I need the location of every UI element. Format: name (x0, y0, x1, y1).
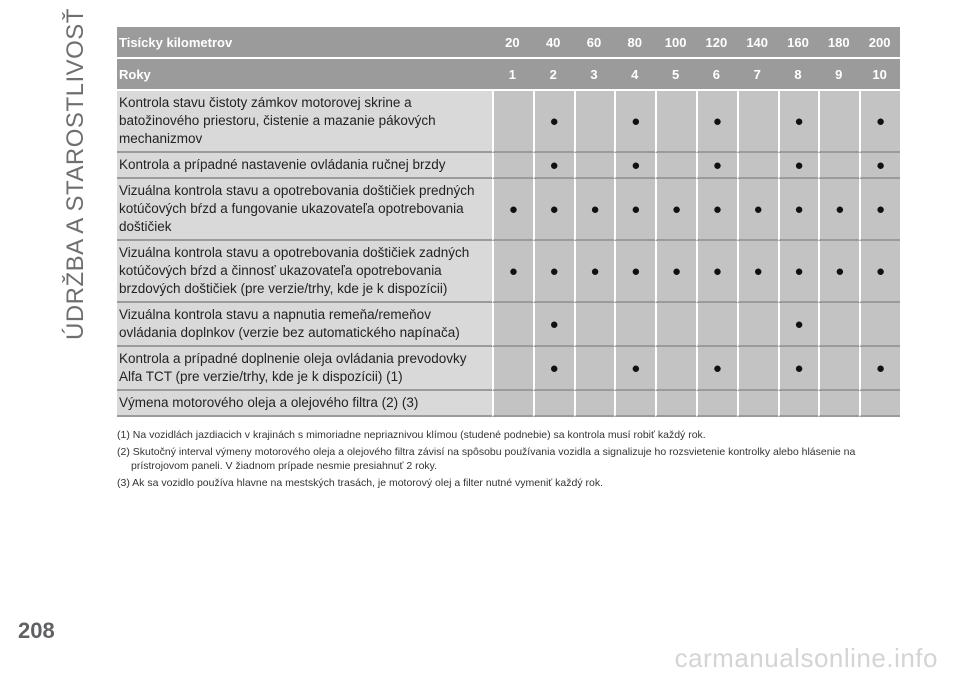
header-value: 7 (737, 59, 778, 91)
dot-icon-cell (859, 179, 900, 241)
header-value: 140 (737, 27, 778, 59)
dot-icon-cell (533, 241, 574, 303)
dot-icon-cell (859, 347, 900, 391)
dot-icon-cell (778, 241, 819, 303)
table-row (117, 391, 900, 417)
dot-icon-cell (818, 179, 859, 241)
dot-icon-cell (737, 241, 778, 303)
header-value: 2 (533, 59, 574, 91)
empty-cell (574, 303, 615, 347)
dot-icon-cell (778, 303, 819, 347)
header-label: Roky (117, 59, 492, 91)
header-value: 60 (574, 27, 615, 59)
dot-icon-cell (574, 241, 615, 303)
footnote: (2) Skutočný interval výmeny motorového oleja a olejového filtra závisí na spôsobu používania vozidla a signalizuje ho rozsvietenie kontrolky alebo hlásenie na prístrojovom paneli. V žiadnom prípade nesmie presiahnuť 2 roky. (117, 445, 856, 472)
empty-cell (492, 91, 533, 153)
dot-icon-cell (533, 153, 574, 179)
header-value: 4 (614, 59, 655, 91)
dot-icon: ● (549, 262, 559, 280)
empty-cell (492, 303, 533, 347)
empty-cell (614, 391, 655, 417)
empty-cell (655, 153, 696, 179)
table-row (117, 241, 900, 303)
header-value: 200 (859, 27, 900, 59)
dot-icon-cell (778, 153, 819, 179)
dot-icon-cell (614, 347, 655, 391)
dot-icon: ● (794, 315, 804, 333)
dot-icon: ● (876, 200, 886, 218)
dot-icon: ● (712, 200, 722, 218)
header-value: 8 (778, 59, 819, 91)
dot-icon: ● (794, 112, 804, 130)
dot-icon-cell (533, 303, 574, 347)
dot-icon: ● (508, 200, 518, 218)
dot-icon: ● (876, 359, 886, 377)
table-body (117, 91, 900, 417)
empty-cell (737, 91, 778, 153)
header-value: 120 (696, 27, 737, 59)
empty-cell (818, 347, 859, 391)
dot-icon: ● (631, 262, 641, 280)
empty-cell (859, 303, 900, 347)
dot-icon: ● (631, 112, 641, 130)
dot-icon-cell (818, 241, 859, 303)
dot-icon: ● (712, 112, 722, 130)
empty-cell (574, 153, 615, 179)
header-value: 180 (818, 27, 859, 59)
empty-cell (533, 391, 574, 417)
header-value: 100 (655, 27, 696, 59)
dot-icon: ● (712, 156, 722, 174)
header-row (117, 59, 900, 91)
dot-icon: ● (549, 112, 559, 130)
watermark: carmanualsonline.info (674, 643, 938, 673)
table-row (117, 303, 900, 347)
dot-icon: ● (794, 359, 804, 377)
dot-icon: ● (835, 262, 845, 280)
header-value: 3 (574, 59, 615, 91)
row-label: Kontrola stavu čistoty zámkov motorovej skrine a batožinového priestoru, čistenie a mazanie pákových mechanizmov (117, 91, 492, 153)
dot-icon: ● (631, 200, 641, 218)
row-label: Vizuálna kontrola stavu a opotrebovania doštičiek zadných kotúčových bŕzd a činnosť ukazovateľa opotrebovania brzdových doštičiek (pre verzie/trhy, kde je k dispozícii) (117, 241, 492, 303)
dot-icon-cell (859, 241, 900, 303)
table-header (117, 27, 900, 91)
row-label: Kontrola a prípadné doplnenie oleja ovládania prevodovky Alfa TCT (pre verzie/trhy, kde je k dispozícii) (1) (117, 347, 492, 391)
dot-icon: ● (876, 156, 886, 174)
empty-cell (818, 153, 859, 179)
empty-cell (574, 91, 615, 153)
header-value: 10 (859, 59, 900, 91)
row-label: Vizuálna kontrola stavu a opotrebovania doštičiek predných kotúčových bŕzd a fungovanie ukazovateľa opotrebovania doštičiek (117, 179, 492, 241)
dot-icon-cell (778, 91, 819, 153)
empty-cell (737, 153, 778, 179)
section-title-vertical: ÚDRŽBA A STAROSTLIVOSŤ (62, 8, 89, 340)
header-value: 20 (492, 27, 533, 59)
empty-cell (614, 303, 655, 347)
header-value: 1 (492, 59, 533, 91)
dot-icon: ● (672, 262, 682, 280)
dot-icon-cell (696, 347, 737, 391)
dot-icon: ● (672, 200, 682, 218)
dot-icon: ● (753, 262, 763, 280)
dot-icon: ● (590, 262, 600, 280)
dot-icon-cell (533, 347, 574, 391)
dot-icon-cell (492, 179, 533, 241)
table-row (117, 179, 900, 241)
dot-icon-cell (533, 179, 574, 241)
header-value: 9 (818, 59, 859, 91)
dot-icon: ● (549, 200, 559, 218)
dot-icon-cell (492, 241, 533, 303)
dot-icon-cell (859, 91, 900, 153)
empty-cell (492, 347, 533, 391)
header-value: 5 (655, 59, 696, 91)
header-value: 160 (778, 27, 819, 59)
dot-icon: ● (835, 200, 845, 218)
dot-icon-cell (696, 91, 737, 153)
dot-icon-cell (533, 91, 574, 153)
dot-icon-cell (655, 241, 696, 303)
empty-cell (818, 91, 859, 153)
dot-icon: ● (794, 156, 804, 174)
empty-cell (696, 303, 737, 347)
dot-icon: ● (631, 156, 641, 174)
empty-cell (655, 391, 696, 417)
dot-icon-cell (614, 241, 655, 303)
row-label: Výmena motorového oleja a olejového filtra (2) (3) (117, 391, 492, 417)
dot-icon-cell (737, 179, 778, 241)
row-label: Kontrola a prípadné nastavenie ovládania ručnej brzdy (117, 153, 492, 179)
dot-icon-cell (859, 153, 900, 179)
table-row (117, 153, 900, 179)
empty-cell (574, 347, 615, 391)
dot-icon-cell (696, 153, 737, 179)
empty-cell (818, 303, 859, 347)
dot-icon-cell (614, 91, 655, 153)
empty-cell (778, 391, 819, 417)
table-row (117, 91, 900, 153)
header-value: 40 (533, 27, 574, 59)
dot-icon-cell (574, 179, 615, 241)
empty-cell (696, 391, 737, 417)
dot-icon: ● (876, 112, 886, 130)
footnote: (1) Na vozidlách jazdiacich v krajinách s mimoriadne nepriaznivou klímou (studené podnebie) sa kontrola musí robiť každý rok. (117, 429, 706, 441)
empty-cell (737, 347, 778, 391)
row-label: Vizuálna kontrola stavu a napnutia remeňa/remeňov ovládania doplnkov (verzie bez automatického napínača) (117, 303, 492, 347)
empty-cell (737, 391, 778, 417)
dot-icon: ● (712, 262, 722, 280)
dot-icon: ● (876, 262, 886, 280)
dot-icon-cell (696, 179, 737, 241)
header-row (117, 27, 900, 59)
dot-icon-cell (778, 179, 819, 241)
dot-icon: ● (508, 262, 518, 280)
footnotes (117, 428, 900, 492)
empty-cell (492, 153, 533, 179)
empty-cell (859, 391, 900, 417)
dot-icon-cell (614, 179, 655, 241)
dot-icon: ● (549, 315, 559, 333)
dot-icon-cell (614, 153, 655, 179)
dot-icon: ● (631, 359, 641, 377)
dot-icon: ● (794, 200, 804, 218)
header-value: 80 (614, 27, 655, 59)
maintenance-schedule-table-wrap (117, 27, 900, 417)
empty-cell (492, 391, 533, 417)
footnote: (3) Ak sa vozidlo používa hlavne na mestských trasách, je motorový olej a filter nutné vymeniť každý rok. (117, 476, 603, 489)
dot-icon: ● (712, 359, 722, 377)
table-row (117, 347, 900, 391)
empty-cell (655, 303, 696, 347)
dot-icon: ● (590, 200, 600, 218)
dot-icon-cell (655, 179, 696, 241)
empty-cell (655, 347, 696, 391)
dot-icon-cell (696, 241, 737, 303)
dot-icon-cell (778, 347, 819, 391)
maintenance-schedule-table (117, 27, 900, 417)
header-label: Tisícky kilometrov (117, 27, 492, 59)
page-number: 208 (18, 618, 55, 643)
empty-cell (655, 91, 696, 153)
empty-cell (574, 391, 615, 417)
dot-icon: ● (794, 262, 804, 280)
dot-icon: ● (549, 359, 559, 377)
dot-icon: ● (549, 156, 559, 174)
empty-cell (737, 303, 778, 347)
dot-icon: ● (753, 200, 763, 218)
header-value: 6 (696, 59, 737, 91)
empty-cell (818, 391, 859, 417)
